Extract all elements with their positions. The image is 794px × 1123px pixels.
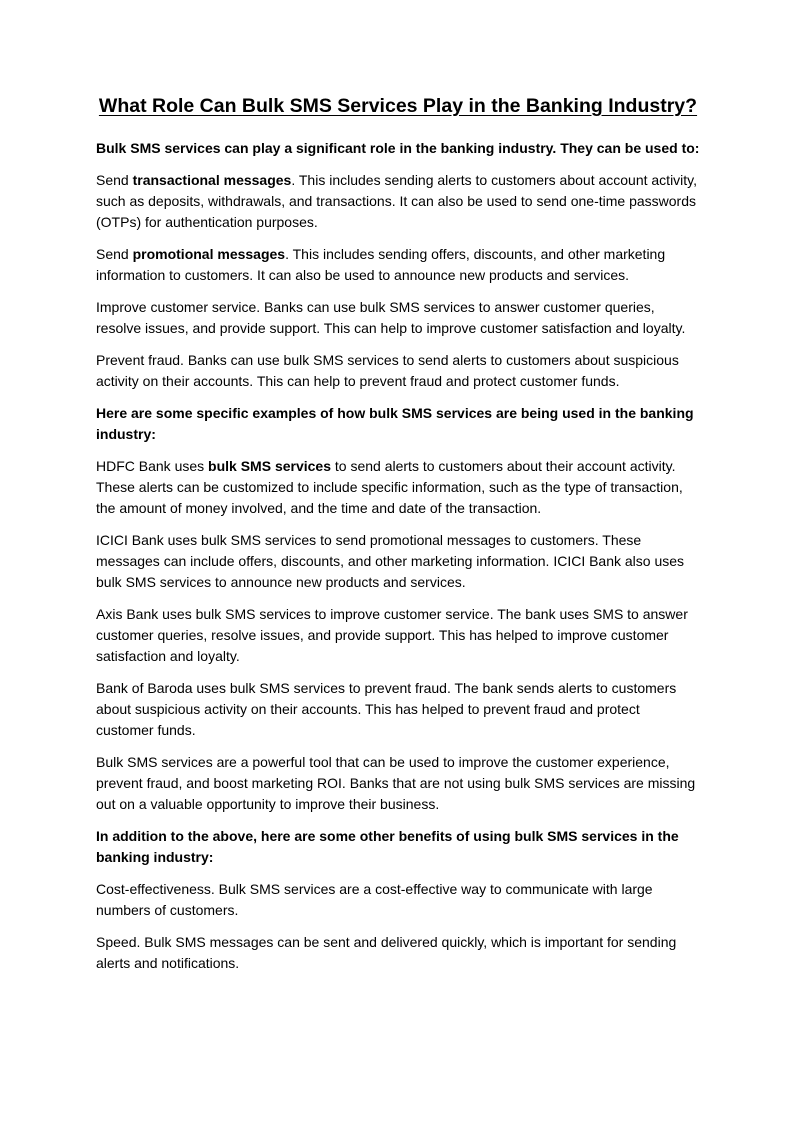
- benefits-heading: In addition to the above, here are some other benefits of using bulk SMS services in the banking industry:: [96, 828, 679, 865]
- cost-paragraph: Cost-effectiveness. Bulk SMS services are a cost-effective way to communicate with large numbers of customers.: [96, 881, 653, 918]
- promotional-pre: Send: [96, 246, 133, 262]
- page-title: What Role Can Bulk SMS Services Play in the Banking Industry?: [98, 95, 698, 117]
- speed-paragraph: Speed. Bulk SMS messages can be sent and delivered quickly, which is important for sending alerts and notifications.: [96, 934, 677, 971]
- hdfc-pre: HDFC Bank uses: [96, 458, 209, 474]
- icici-paragraph: ICICI Bank uses bulk SMS services to send promotional messages to customers. These messages can include offers, discounts, and other marketing information. ICICI Bank also uses bulk SMS services to announce new products and services.: [96, 532, 685, 590]
- examples-heading: Here are some specific examples of how bulk SMS services are being used in the banking industry:: [96, 405, 694, 442]
- axis-paragraph: Axis Bank uses bulk SMS services to improve customer service. The bank uses SMS to answer customer queries, resolve issues, and provide support. This has helped to improve customer satisfaction and loyalty.: [96, 606, 688, 664]
- baroda-paragraph: Bank of Baroda uses bulk SMS services to prevent fraud. The bank sends alerts to customers about suspicious activity on their accounts. This has helped to prevent fraud and protect customer funds.: [96, 680, 677, 738]
- hdfc-keyword: bulk SMS services: [208, 458, 331, 474]
- transactional-pre: Send: [96, 172, 133, 188]
- customer-service-paragraph: Improve customer service. Banks can use bulk SMS services to answer customer queries, resolve issues, and provide support. This can help to improve customer satisfaction and loyalty.: [96, 299, 686, 336]
- promotional-paragraph: [96, 244, 700, 286]
- summary-paragraph: Bulk SMS services are a powerful tool that can be used to improve the customer experience, prevent fraud, and boost marketing ROI. Banks that are not using bulk SMS services are missing out on a valuable opportunity to improve their business.: [96, 754, 696, 812]
- promotional-keyword: promotional messages: [132, 246, 286, 262]
- hdfc-paragraph: [96, 456, 700, 519]
- transactional-post: . This includes sending alerts to customers about account activity, such as deposits, withdrawals, and transactions. It can also be used to send one-time passwords (OTPs) for authentication purposes.: [96, 172, 698, 230]
- transactional-paragraph: [96, 170, 700, 233]
- transactional-keyword: transactional messages: [132, 172, 292, 188]
- promotional-post: . This includes sending offers, discounts, and other marketing information to customers. It can also be used to announce new products and services.: [96, 246, 666, 283]
- fraud-paragraph: Prevent fraud. Banks can use bulk SMS services to send alerts to customers about suspicious activity on their accounts. This can help to prevent fraud and protect customer funds.: [96, 352, 679, 389]
- hdfc-post: to send alerts to customers about their account activity. These alerts can be customized to include specific information, such as the type of transaction, the amount of money involved, and the time and date of the transaction.: [96, 458, 683, 516]
- intro-paragraph: Bulk SMS services can play a significant role in the banking industry. They can be used to:: [96, 140, 700, 156]
